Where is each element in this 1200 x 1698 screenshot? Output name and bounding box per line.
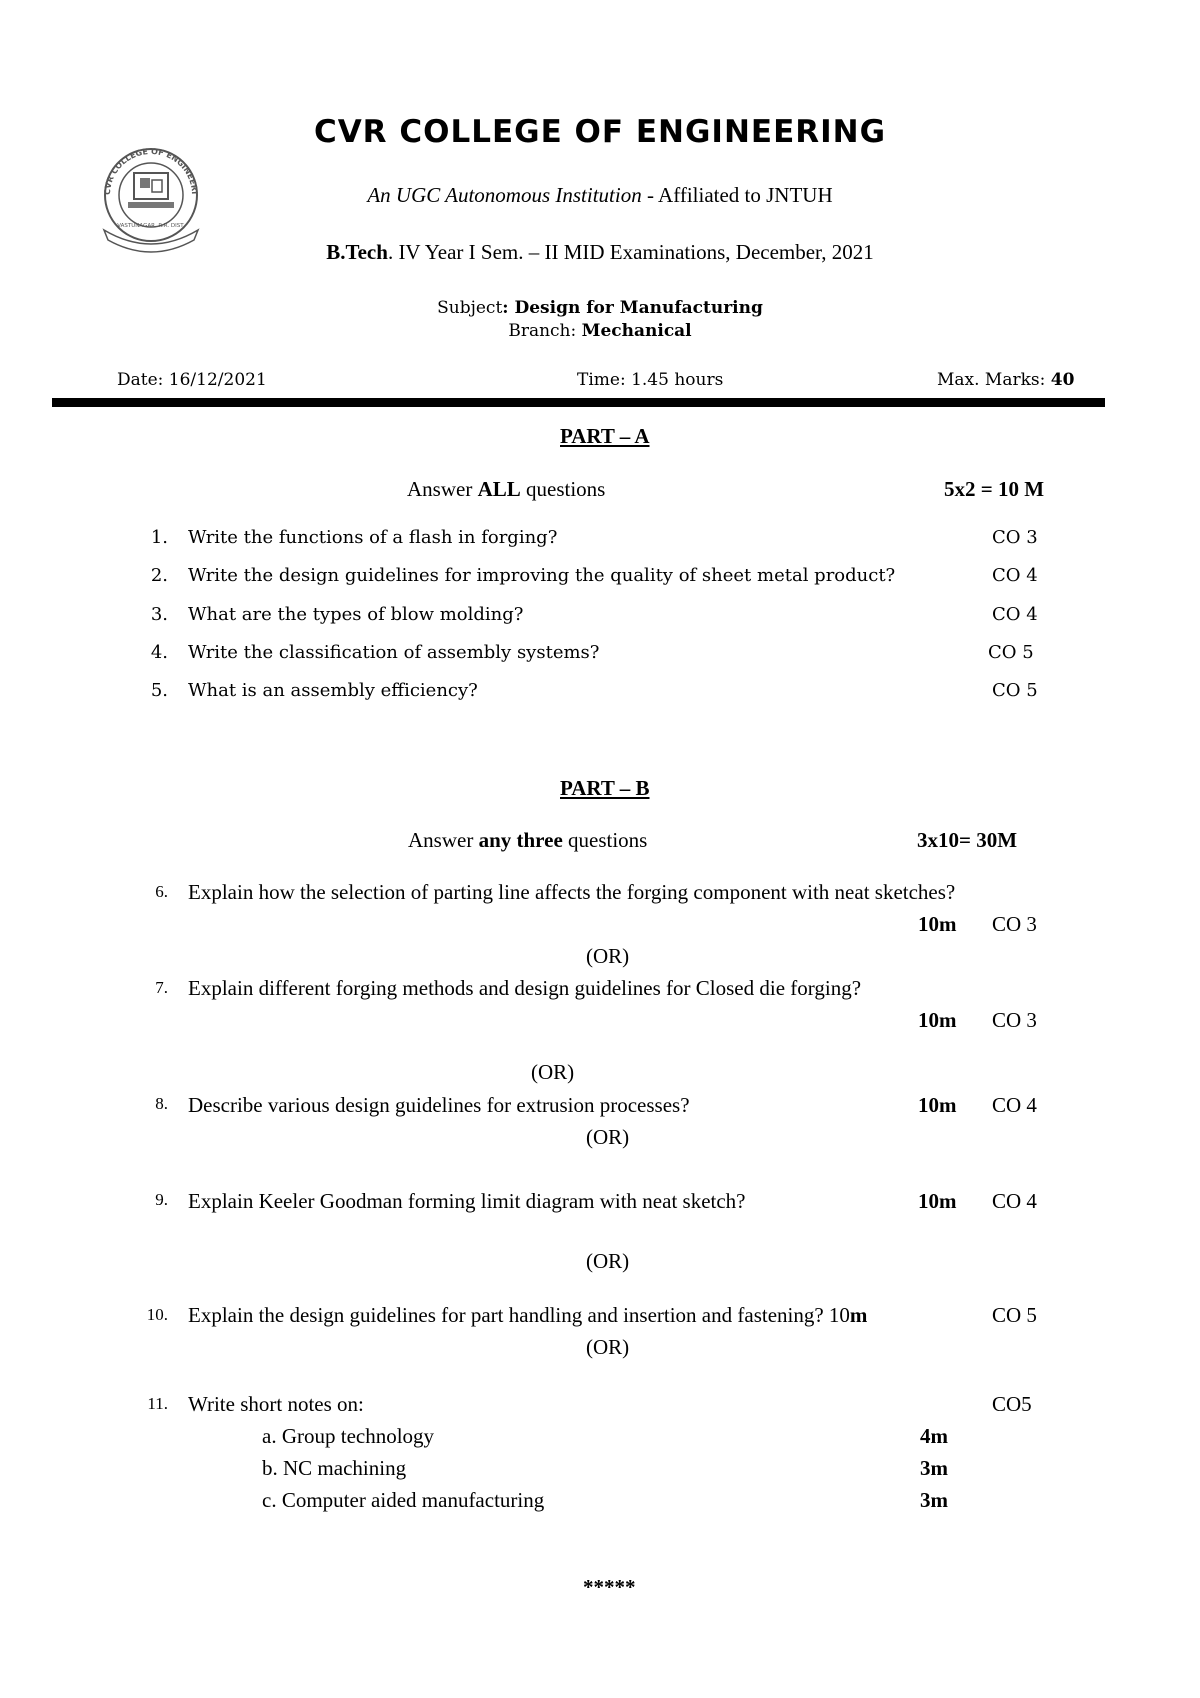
question-co: CO 3 [992, 1008, 1037, 1032]
exam-mid3: Sem. – II MID [480, 240, 605, 264]
or-separator: (OR) [531, 1060, 575, 1084]
question-text: Write the design guidelines for improving the quality of sheet metal product? [188, 565, 896, 586]
part-b-instr-bold: any three [478, 828, 563, 852]
question-marks: 10m [918, 1008, 957, 1032]
part-b-instruction [408, 828, 647, 853]
question-number: 2. [150, 565, 168, 586]
question-text: What is an assembly efficiency? [188, 680, 478, 701]
header-divider [52, 398, 1105, 407]
question-text: Write the functions of a flash in forging? [188, 527, 558, 548]
svg-text:CVR COLLEGE OF ENGINEERING: CVR COLLEGE OF ENGINEERI [102, 146, 200, 196]
question-number: 10. [146, 1305, 168, 1324]
question-marks: 10m [918, 912, 957, 936]
question-text: Write the classification of assembly systems? [188, 642, 600, 663]
part-a-instr-bold: ALL [477, 477, 521, 501]
or-separator: (OR) [586, 1335, 630, 1359]
sub-question-label: c. Computer aided manufacturing [262, 1488, 545, 1512]
sub-question-label: b. NC machining [262, 1456, 407, 1480]
subject-line [0, 298, 1200, 318]
exam-prefix: B.Tech [326, 240, 388, 264]
branch-label: Branch: [508, 321, 582, 341]
question-text: Write short notes on: [188, 1392, 364, 1416]
question-number: 8. [155, 1094, 168, 1113]
sub-question-marks: 3m [920, 1456, 948, 1480]
max-marks-label: Max. Marks: [937, 370, 1051, 390]
part-a-marks: 5x2 = 10 M [944, 477, 1045, 501]
svg-text:VASTUNAGAR, R.R. DIST.: VASTUNAGAR, R.R. DIST. [117, 223, 185, 229]
question-text: Explain how the selection of parting line affects the forging component with neat sketches? [188, 880, 956, 904]
question-text: Explain different forging methods and design guidelines for Closed die forging? [188, 976, 862, 1000]
question-number: 9. [155, 1190, 168, 1209]
exam-date: Date: 16/12/2021 [117, 370, 267, 390]
question-number: 6. [155, 882, 168, 901]
college-name: CVR COLLEGE OF ENGINEERING [313, 114, 887, 150]
question-co: CO 5 [988, 642, 1034, 663]
question-number: 4. [150, 642, 168, 663]
question-text: Describe various design guidelines for extrusion processes? [188, 1093, 690, 1117]
max-marks-value: 40 [1050, 370, 1075, 390]
question-marks: 10m [918, 1093, 957, 1117]
question-text [188, 1303, 867, 1328]
question-co: CO5 [992, 1392, 1032, 1416]
part-b-instr-post: questions [562, 828, 648, 852]
question-co: CO 4 [992, 604, 1038, 625]
part-b-title: PART – B [560, 776, 650, 800]
exam-line [0, 240, 1200, 265]
or-separator: (OR) [586, 1249, 630, 1273]
sub-question-marks: 3m [920, 1488, 948, 1512]
question-marks: 10m [918, 1189, 957, 1213]
question-co: CO 3 [992, 527, 1038, 548]
question-co: CO 3 [992, 912, 1037, 936]
affiliation-italic: An UGC Autonomous Institution [367, 183, 642, 207]
question-text: What are the types of blow molding? [188, 604, 524, 625]
question-number: 3. [150, 604, 168, 625]
part-a-instr-post: questions [520, 477, 606, 501]
part-a-instr-pre: Answer [407, 477, 478, 501]
exam-mid1: . IV [387, 240, 425, 264]
subject-label: Subject [437, 298, 503, 318]
branch-line [0, 321, 1200, 341]
question-number: 11. [147, 1394, 168, 1413]
end-mark: ***** [583, 1575, 636, 1599]
question-co: CO 5 [992, 680, 1038, 701]
subject-value: : Design for Manufacturing [502, 298, 763, 318]
or-separator: (OR) [586, 944, 630, 968]
sub-question-label: a. Group technology [262, 1424, 435, 1448]
affiliation-rest: - Affiliated to JNTUH [641, 183, 833, 207]
part-b-marks: 3x10= 30M [917, 828, 1018, 852]
question-text-main: Explain the design guidelines for part handling and insertion and fastening? 10 [188, 1303, 850, 1327]
question-number: 1. [150, 527, 168, 548]
part-a-instruction [407, 477, 605, 502]
question-number: 5. [150, 680, 168, 701]
exam-time: Time: 1.45 hours [577, 370, 724, 390]
max-marks [937, 370, 1074, 390]
part-b-instr-pre: Answer [408, 828, 479, 852]
question-co: CO 4 [992, 1093, 1037, 1117]
branch-value: Mechanical [581, 321, 692, 341]
exam-suffix: Examinations, December, 2021 [604, 240, 874, 264]
question-marks: m [849, 1303, 868, 1327]
question-co: CO 4 [992, 565, 1038, 586]
question-text: Explain Keeler Goodman forming limit diagram with neat sketch? [188, 1189, 746, 1213]
sub-question-marks: 4m [920, 1424, 948, 1448]
question-co: CO 5 [992, 1303, 1037, 1327]
part-a-title: PART – A [560, 424, 650, 448]
or-separator: (OR) [586, 1125, 630, 1149]
question-number: 7. [155, 978, 168, 997]
affiliation-line [0, 183, 1200, 208]
question-co: CO 4 [992, 1189, 1037, 1213]
exam-mid2: Year I [424, 240, 481, 264]
